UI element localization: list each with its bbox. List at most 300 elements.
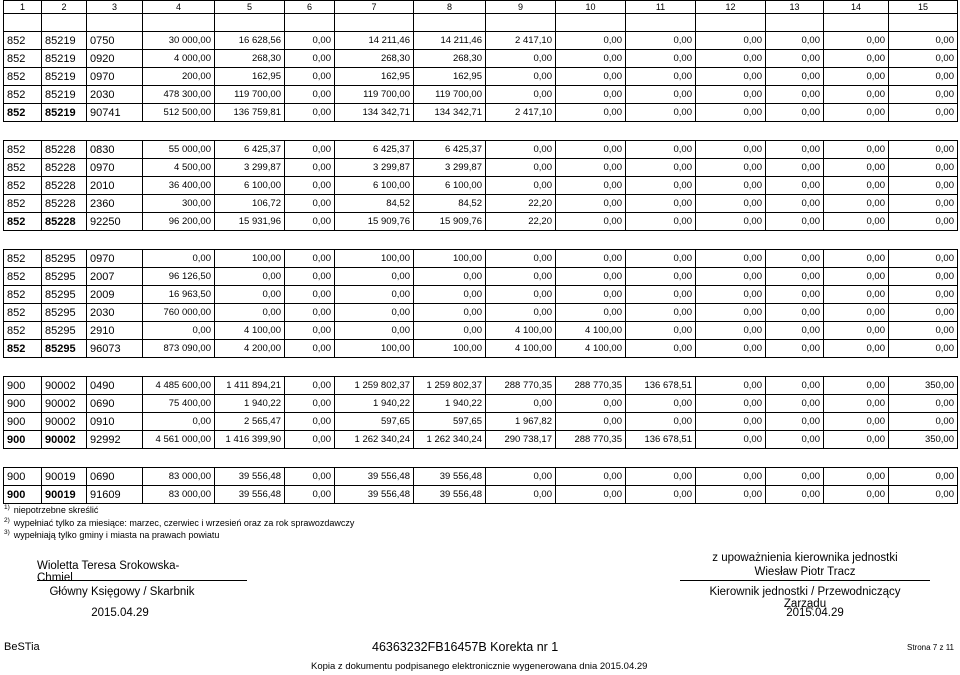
table-cell: 0,00 <box>824 304 889 322</box>
table-cell: 0,00 <box>889 322 958 340</box>
table-cell: 0,00 <box>824 50 889 68</box>
table-cell: 0,00 <box>889 340 958 358</box>
table-cell: 4 100,00 <box>486 322 556 340</box>
table-cell: 0,00 <box>696 340 766 358</box>
table-cell: 22,20 <box>486 195 556 213</box>
table-cell: 36 400,00 <box>143 177 215 195</box>
table-cell: 852 <box>4 50 42 68</box>
table-cell: 0,00 <box>215 286 285 304</box>
table-cell: 0,00 <box>414 268 486 286</box>
footnote: $^{3)}$ wypełniają tylko gminy i miasta na prawach powiatu <box>4 529 220 540</box>
table-cell: 96 126,50 <box>143 268 215 286</box>
table-cell: 0,00 <box>556 213 626 231</box>
table-cell: 0690 <box>87 468 143 486</box>
table-cell: 6 425,37 <box>335 141 414 159</box>
table-cell: 0,00 <box>696 250 766 268</box>
table-cell: 0,00 <box>285 159 335 177</box>
table-cell: 0,00 <box>414 304 486 322</box>
table-cell: 100,00 <box>335 340 414 358</box>
table-cell: 0,00 <box>889 104 958 122</box>
table-row <box>4 268 958 286</box>
table-cell: 1 259 802,37 <box>335 377 414 395</box>
table-cell: 0,00 <box>285 468 335 486</box>
table-cell: 96 200,00 <box>143 213 215 231</box>
table-cell: 0970 <box>87 250 143 268</box>
table-cell: 852 <box>4 195 42 213</box>
table-cell: 3 299,87 <box>215 159 285 177</box>
table-cell: 0,00 <box>556 395 626 413</box>
table-cell: 0,00 <box>285 213 335 231</box>
table-row <box>4 68 958 86</box>
table-row <box>4 468 958 486</box>
table-cell: 350,00 <box>889 431 958 449</box>
table-cell: 288 770,35 <box>556 431 626 449</box>
table-cell: 6 100,00 <box>414 177 486 195</box>
table-cell: 119 700,00 <box>414 86 486 104</box>
table-cell: 0,00 <box>766 159 824 177</box>
table-cell: 0,00 <box>766 141 824 159</box>
table-cell: 1 259 802,37 <box>414 377 486 395</box>
table-cell: 852 <box>4 304 42 322</box>
table-cell: 290 738,17 <box>486 431 556 449</box>
table-cell: 0,00 <box>889 395 958 413</box>
table-cell: 92250 <box>87 213 143 231</box>
table-cell: 0,00 <box>626 195 696 213</box>
table-cell: 0,00 <box>626 213 696 231</box>
separator-cell <box>4 449 958 468</box>
table-cell: 0,00 <box>285 268 335 286</box>
table-cell: 0,00 <box>486 250 556 268</box>
table-cell: 0,00 <box>285 86 335 104</box>
table-cell: 0,00 <box>824 141 889 159</box>
table-cell: 288 770,35 <box>486 377 556 395</box>
table-cell: 85295 <box>42 340 87 358</box>
column-number: 3 <box>87 1 143 14</box>
table-cell: 0,00 <box>696 304 766 322</box>
table-cell: 1 967,82 <box>486 413 556 431</box>
table-cell: 2 565,47 <box>215 413 285 431</box>
right-signer-role: Kierownik jednostki / Przewodniczący Zarządu <box>709 586 901 610</box>
table-cell: 900 <box>4 468 42 486</box>
table-cell: 90002 <box>42 395 87 413</box>
table-cell: 0,00 <box>626 50 696 68</box>
separator-cell <box>4 231 958 250</box>
table-row <box>4 286 958 304</box>
table-cell: 852 <box>4 141 42 159</box>
table-cell: 350,00 <box>889 377 958 395</box>
table-row <box>4 413 958 431</box>
table-cell: 0,00 <box>626 32 696 50</box>
table-cell: 0,00 <box>696 213 766 231</box>
left-signer-role: Główny Księgowy / Skarbnik <box>49 586 195 598</box>
document-id: 46363232FB16457B Korekta nr 1 <box>372 640 559 654</box>
table-cell: 0,00 <box>889 195 958 213</box>
table-cell: 2030 <box>87 86 143 104</box>
table-cell: 0,00 <box>889 486 958 504</box>
table-cell: 85219 <box>42 32 87 50</box>
table-cell: 0,00 <box>285 395 335 413</box>
table-cell: 0,00 <box>556 86 626 104</box>
table-cell: 0,00 <box>766 213 824 231</box>
group-separator <box>4 358 958 377</box>
table-cell: 0,00 <box>824 86 889 104</box>
separator-cell <box>4 358 958 377</box>
table-cell: 0,00 <box>824 395 889 413</box>
table-cell: 22,20 <box>486 213 556 231</box>
table-cell: 4 100,00 <box>556 340 626 358</box>
table-row <box>4 86 958 104</box>
table-cell: 0,00 <box>486 468 556 486</box>
table-cell: 6 100,00 <box>215 177 285 195</box>
table-cell: 0,00 <box>696 486 766 504</box>
table-cell: 900 <box>4 377 42 395</box>
table-cell: 0,00 <box>766 468 824 486</box>
table-cell: 0,00 <box>889 159 958 177</box>
table-cell: 0,00 <box>824 377 889 395</box>
table-cell: 0,00 <box>556 104 626 122</box>
table-cell: 0,00 <box>626 486 696 504</box>
table-cell: 6 425,37 <box>215 141 285 159</box>
table-cell: 92992 <box>87 431 143 449</box>
table-cell: 0690 <box>87 395 143 413</box>
table-cell: 2360 <box>87 195 143 213</box>
table-cell: 0,00 <box>143 322 215 340</box>
table-cell: 0,00 <box>285 322 335 340</box>
table-cell: 0,00 <box>626 340 696 358</box>
table-cell: 39 556,48 <box>335 468 414 486</box>
table-cell: 0,00 <box>285 377 335 395</box>
blank-cell <box>626 14 696 32</box>
column-number: 11 <box>626 1 696 14</box>
blank-cell <box>486 14 556 32</box>
group-separator <box>4 449 958 468</box>
table-cell: 0,00 <box>696 431 766 449</box>
right-signer-authorization: z upoważnienia kierownika jednostki <box>712 552 898 564</box>
table-cell: 136 759,81 <box>215 104 285 122</box>
column-number: 9 <box>486 1 556 14</box>
table-cell: 0,00 <box>335 322 414 340</box>
table-cell: 0,00 <box>889 32 958 50</box>
table-cell: 134 342,71 <box>414 104 486 122</box>
table-cell: 0,00 <box>486 286 556 304</box>
column-number: 4 <box>143 1 215 14</box>
table-cell: 162,95 <box>414 68 486 86</box>
table-cell: 90002 <box>42 377 87 395</box>
blank-cell <box>824 14 889 32</box>
column-number: 14 <box>824 1 889 14</box>
table-cell: 119 700,00 <box>215 86 285 104</box>
table-cell: 0,00 <box>143 250 215 268</box>
table-cell: 0,00 <box>556 50 626 68</box>
table-cell: 4 100,00 <box>486 340 556 358</box>
table-row <box>4 141 958 159</box>
subtotal-row <box>4 431 958 449</box>
table-cell: 0,00 <box>766 195 824 213</box>
table-cell: 0,00 <box>556 195 626 213</box>
table-cell: 85295 <box>42 250 87 268</box>
table-cell: 852 <box>4 286 42 304</box>
table-cell: 0,00 <box>556 177 626 195</box>
table-cell: 0,00 <box>766 177 824 195</box>
table-cell: 0,00 <box>414 322 486 340</box>
table-cell: 91609 <box>87 486 143 504</box>
table-cell: 100,00 <box>414 250 486 268</box>
footnotes <box>4 503 354 541</box>
subtotal-row <box>4 340 958 358</box>
table-cell: 0,00 <box>626 304 696 322</box>
table-cell: 852 <box>4 159 42 177</box>
table-cell: 852 <box>4 322 42 340</box>
table-cell: 85295 <box>42 322 87 340</box>
table-cell: 0,00 <box>889 177 958 195</box>
table-cell: 0,00 <box>696 268 766 286</box>
blank-cell <box>414 14 486 32</box>
table-cell: 136 678,51 <box>626 377 696 395</box>
table-cell: 0,00 <box>626 250 696 268</box>
table-cell: 0970 <box>87 159 143 177</box>
table-cell: 4 100,00 <box>215 322 285 340</box>
report-table <box>3 0 958 504</box>
blank-cell <box>42 14 87 32</box>
column-number: 12 <box>696 1 766 14</box>
table-cell: 852 <box>4 104 42 122</box>
table-cell: 0,00 <box>285 486 335 504</box>
table-cell: 100,00 <box>215 250 285 268</box>
table-cell: 55 000,00 <box>143 141 215 159</box>
table-cell: 136 678,51 <box>626 431 696 449</box>
table-cell: 0,00 <box>556 268 626 286</box>
table-cell: 0,00 <box>889 86 958 104</box>
table-row <box>4 304 958 322</box>
table-cell: 0,00 <box>626 86 696 104</box>
table-cell: 0,00 <box>626 177 696 195</box>
table-cell: 852 <box>4 340 42 358</box>
table-cell: 0,00 <box>824 159 889 177</box>
table-cell: 0,00 <box>556 486 626 504</box>
table-cell: 0,00 <box>696 413 766 431</box>
table-cell: 90019 <box>42 486 87 504</box>
table-cell: 0,00 <box>486 141 556 159</box>
table-cell: 96073 <box>87 340 143 358</box>
table-cell: 4 000,00 <box>143 50 215 68</box>
table-cell: 852 <box>4 213 42 231</box>
table-cell: 0,00 <box>766 50 824 68</box>
table-cell: 2910 <box>87 322 143 340</box>
table-cell: 200,00 <box>143 68 215 86</box>
table-cell: 0,00 <box>696 195 766 213</box>
table-cell: 0,00 <box>486 486 556 504</box>
table-cell: 0,00 <box>696 286 766 304</box>
table-cell: 2009 <box>87 286 143 304</box>
table-cell: 162,95 <box>335 68 414 86</box>
table-cell: 0,00 <box>696 159 766 177</box>
table-cell: 0,00 <box>824 68 889 86</box>
table-cell: 30 000,00 <box>143 32 215 50</box>
table-cell: 0,00 <box>696 395 766 413</box>
table-cell: 0,00 <box>556 141 626 159</box>
table-cell: 900 <box>4 395 42 413</box>
table-cell: 0,00 <box>824 340 889 358</box>
table-cell: 85219 <box>42 50 87 68</box>
table-row <box>4 32 958 50</box>
table-cell: 0,00 <box>556 32 626 50</box>
table-cell: 0,00 <box>626 468 696 486</box>
table-cell: 1 940,22 <box>414 395 486 413</box>
table-row <box>4 159 958 177</box>
table-cell: 75 400,00 <box>143 395 215 413</box>
table-cell: 1 262 340,24 <box>335 431 414 449</box>
table-cell: 0,00 <box>824 104 889 122</box>
table-cell: 6 425,37 <box>414 141 486 159</box>
table-cell: 0,00 <box>556 250 626 268</box>
table-cell: 0,00 <box>556 286 626 304</box>
table-cell: 3 299,87 <box>414 159 486 177</box>
table-cell: 4 561 000,00 <box>143 431 215 449</box>
table-cell: 0,00 <box>556 159 626 177</box>
table-cell: 85219 <box>42 104 87 122</box>
left-signer-name: Wioletta Teresa Srokowska-Chmiel <box>37 560 180 584</box>
table-cell: 852 <box>4 268 42 286</box>
table-cell: 268,30 <box>335 50 414 68</box>
table-cell: 0,00 <box>143 413 215 431</box>
table-cell: 873 090,00 <box>143 340 215 358</box>
table-cell: 0,00 <box>486 50 556 68</box>
table-cell: 0920 <box>87 50 143 68</box>
blank-cell <box>556 14 626 32</box>
table-cell: 0,00 <box>696 104 766 122</box>
table-cell: 0,00 <box>766 395 824 413</box>
table-cell: 0,00 <box>556 68 626 86</box>
table-cell: 2 417,10 <box>486 104 556 122</box>
blank-cell <box>215 14 285 32</box>
blank-cell <box>335 14 414 32</box>
table-cell: 0,00 <box>626 322 696 340</box>
table-cell: 85228 <box>42 213 87 231</box>
table-cell: 0,00 <box>335 268 414 286</box>
blank-cell <box>285 14 335 32</box>
left-signature-line <box>37 580 247 581</box>
table-cell: 0,00 <box>766 268 824 286</box>
table-cell: 1 411 894,21 <box>215 377 285 395</box>
table-row <box>4 377 958 395</box>
footnote: $^{2)}$ wypełniać tylko za miesiące: marzec, czerwiec i wrzesień oraz za rok sprawozdawczy <box>4 516 355 528</box>
table-cell: 90019 <box>42 468 87 486</box>
table-cell: 0,00 <box>285 68 335 86</box>
table-cell: 852 <box>4 68 42 86</box>
footnote: $^{1)}$ niepotrzebne skreślić <box>4 504 99 515</box>
table-cell: 39 556,48 <box>215 486 285 504</box>
table-cell: 1 262 340,24 <box>414 431 486 449</box>
page-number: Strona 7 z 11 <box>907 643 954 652</box>
table-cell: 0,00 <box>285 286 335 304</box>
table-cell: 900 <box>4 486 42 504</box>
table-cell: 0,00 <box>335 304 414 322</box>
right-signature-date: 2015.04.29 <box>786 607 844 619</box>
table-cell: 14 211,46 <box>335 32 414 50</box>
table-row <box>4 195 958 213</box>
table-cell: 852 <box>4 86 42 104</box>
table-cell: 0,00 <box>696 322 766 340</box>
table-cell: 268,30 <box>414 50 486 68</box>
table-cell: 0,00 <box>696 141 766 159</box>
table-cell: 85228 <box>42 195 87 213</box>
table-cell: 0,00 <box>824 268 889 286</box>
table-cell: 0,00 <box>696 177 766 195</box>
table-cell: 0,00 <box>824 32 889 50</box>
group-separator <box>4 122 958 141</box>
table-cell: 85295 <box>42 268 87 286</box>
table-cell: 0,00 <box>889 250 958 268</box>
table-cell: 15 909,76 <box>414 213 486 231</box>
table-cell: 0,00 <box>824 431 889 449</box>
table-cell: 0750 <box>87 32 143 50</box>
table-cell: 0,00 <box>626 68 696 86</box>
table-cell: 478 300,00 <box>143 86 215 104</box>
table-cell: 85219 <box>42 86 87 104</box>
table-cell: 268,30 <box>215 50 285 68</box>
table-cell: 0,00 <box>766 286 824 304</box>
table-cell: 0,00 <box>285 177 335 195</box>
table-cell: 288 770,35 <box>556 377 626 395</box>
table-cell: 0,00 <box>824 195 889 213</box>
table-cell: 0,00 <box>766 250 824 268</box>
table-cell: 900 <box>4 413 42 431</box>
right-signer-name: Wiesław Piotr Tracz <box>754 566 856 578</box>
column-number: 2 <box>42 1 87 14</box>
blank-cell <box>766 14 824 32</box>
table-cell: 0,00 <box>285 195 335 213</box>
table-cell: 0,00 <box>696 468 766 486</box>
table-cell: 0,00 <box>285 50 335 68</box>
subtotal-row <box>4 104 958 122</box>
table-cell: 0,00 <box>285 340 335 358</box>
group-separator <box>4 231 958 250</box>
table-row <box>4 250 958 268</box>
column-number: 15 <box>889 1 958 14</box>
table-cell: 0,00 <box>285 304 335 322</box>
table-cell: 84,52 <box>335 195 414 213</box>
table-cell: 0,00 <box>824 486 889 504</box>
header-blank-row <box>4 14 958 32</box>
table-cell: 0,00 <box>766 340 824 358</box>
table-cell: 0970 <box>87 68 143 86</box>
table-cell: 134 342,71 <box>335 104 414 122</box>
table-cell: 0,00 <box>766 486 824 504</box>
table-cell: 0,00 <box>824 468 889 486</box>
table-cell: 512 500,00 <box>143 104 215 122</box>
table-cell: 0,00 <box>486 304 556 322</box>
table-cell: 3 299,87 <box>335 159 414 177</box>
table-cell: 0,00 <box>556 304 626 322</box>
table-cell: 162,95 <box>215 68 285 86</box>
table-cell: 39 556,48 <box>215 468 285 486</box>
table-cell: 597,65 <box>335 413 414 431</box>
table-cell: 106,72 <box>215 195 285 213</box>
table-cell: 0,00 <box>696 86 766 104</box>
table-cell: 0,00 <box>824 250 889 268</box>
table-cell: 16 628,56 <box>215 32 285 50</box>
table-cell: 0,00 <box>486 268 556 286</box>
table-cell: 15 931,96 <box>215 213 285 231</box>
blank-cell <box>143 14 215 32</box>
table-cell: 0910 <box>87 413 143 431</box>
table-cell: 0,00 <box>285 32 335 50</box>
table-cell: 0490 <box>87 377 143 395</box>
blank-cell <box>4 14 42 32</box>
blank-cell <box>87 14 143 32</box>
table-cell: 0,00 <box>824 322 889 340</box>
table-cell: 0,00 <box>824 177 889 195</box>
